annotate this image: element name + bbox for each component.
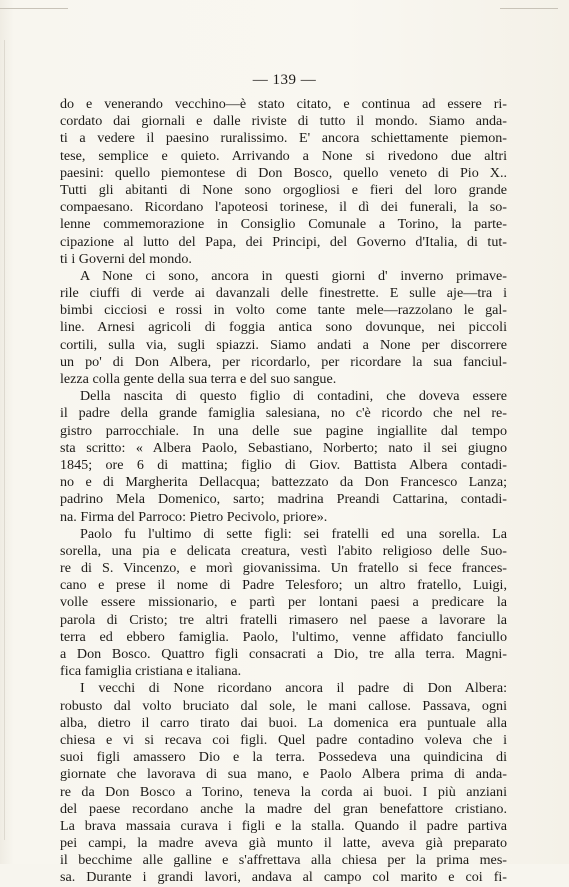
- text-line: I vecchi di None ricordano ancora il padre di Don Albera:: [80, 680, 507, 697]
- text-line: lezza colla gente della sua terra e del suo sangue.: [60, 371, 337, 387]
- text-line: no e di Margherita Dellacqua; battezzato da Don Francesco Lanza;: [60, 474, 507, 491]
- text-line: cordato dai giornali e dalle riviste di tutto il mondo. Siamo anda-: [60, 113, 507, 130]
- text-line: sta scritto: « Albera Paolo, Sebastiano, Norberto; nato il sei giugno: [60, 439, 507, 456]
- text-line: rile ciuffi di verde ai davanzali delle finestrette. E sulle aje—tra i: [60, 285, 507, 302]
- text-line: Paolo fu l'ultimo di sette figli: sei fratelli ed una sorella. La: [80, 525, 507, 542]
- page-number: — 139 —: [252, 72, 317, 88]
- text-line: il padre della grande famiglia salesiana, no c'è ricordo che nel re-: [60, 405, 507, 422]
- text-line: gistro parrocchiale. In una delle sue pagine ingiallite dal tempo: [60, 422, 507, 439]
- text-line: re da Don Bosco a Torino, teneva la corda ai buoi. I più anziani: [60, 783, 507, 800]
- text-line: line. Arnesi agricoli di foggia antica sono dovunque, nei piccoli: [60, 319, 507, 336]
- text-line: cipazione al lutto del Papa, dei Principi, del Governo d'Italia, di tut-: [60, 233, 507, 250]
- body-text: [60, 96, 507, 887]
- text-line: tese, semplice e quieto. Arrivando a None si rivedono due altri: [60, 147, 507, 164]
- text-line: volle essere missionario, e partì per lontani paesi a predicare la: [60, 594, 507, 611]
- scan-line-top-right: [500, 8, 558, 9]
- text-line: lenne commemorazione in Consiglio Comunale a Torino, la parte-: [60, 216, 507, 233]
- text-line: ti a vedere il paesino ruralissimo. E' ancora schiettamente piemon-: [60, 130, 507, 147]
- text-line: Tutti gli abitanti di None sono orgogliosi e fieri del loro grande: [60, 181, 507, 198]
- text-line: ti i Governi del mondo.: [60, 250, 192, 267]
- text-line: A None ci sono, ancora in questi giorni d' inverno primave-: [80, 267, 507, 284]
- text-line: suoi figli amassero Dio e la terra. Possedeva una quindicina di: [60, 749, 507, 766]
- text-line: Della nascita di questo figlio di contadini, che doveva essere: [80, 388, 507, 405]
- text-line: chiesa e vi si recava coi figli. Quel padre contadino voleva che i: [60, 731, 507, 748]
- text-line: na. Firma del Parroco: Pietro Pecivolo, priore».: [60, 508, 328, 525]
- text-line: un po' di Don Albera, per ricordarlo, per ricordare la sua fanciul-: [60, 353, 507, 370]
- text-line: fica famiglia cristiana e italiana.: [60, 663, 242, 680]
- text-line: do e venerando vecchino—è stato citato, e continua ad essere ri-: [60, 96, 507, 112]
- text-line: del paese recordano anche la madre del gran benefattore cristiano.: [60, 800, 507, 817]
- text-line: parola di Cristo; tre altri fratelli rimasero nel paese a lavorare la: [60, 611, 507, 628]
- text-line: robusto dal volto bruciato dal sole, le mani callose. Passava, ogni: [60, 697, 507, 714]
- text-line: padrino Mela Domenico, sarto; madrina Preandi Cattarina, contadi-: [60, 491, 507, 508]
- text-line: terra ed ebbero famiglia. Paolo, l'ultimo, venne affidato fanciullo: [60, 628, 507, 645]
- text-line: 1845; ore 6 di mattina; figlio di Giov. Battista Albera contadi-: [60, 456, 507, 473]
- scan-line-top-left: [0, 8, 68, 9]
- text-line: compaesano. Ricordano l'apoteosi torinese, il dì dei funerali, la so-: [60, 199, 507, 216]
- text-line: a Don Bosco. Quattro figli consacrati a Dio, tre alla terra. Magni-: [60, 646, 507, 662]
- text-line: alba, dietro il carro tirato dai buoi. La domenica era puntuale alla: [60, 714, 507, 731]
- text-line: pei campi, la madre aveva già munto il latte, aveva già preparato: [60, 835, 507, 852]
- scan-line-left-edge: [4, 40, 5, 840]
- text-line: bimbi cicciosi e rossi in volto come tante mele—razzolano le gal-: [60, 302, 507, 319]
- text-line: sa. Durante i grandi lavori, andava al campo col marito e coi fi-: [60, 869, 507, 886]
- text-line: sorella, una pia e delicata creatura, vestì l'abito religioso delle Suo-: [60, 542, 507, 559]
- text-line: cano e prese il nome di Padre Telesforo; un altro fratello, Luigi,: [60, 577, 507, 594]
- text-line: paesini: quello piemontese di Don Bosco, quello veneto di Pio X..: [60, 164, 507, 181]
- text-line: La brava massaia curava i figli e la stalla. Quando il padre partiva: [60, 817, 507, 834]
- text-line: cortili, sulla via, sugli spiazzi. Siamo andati a None per discorrere: [60, 336, 507, 353]
- text-line: il becchime alle galline e s'affrettava alla chiesa per la prima mes-: [60, 852, 507, 869]
- text-line: giornate che lavorava di sua mano, e Paolo Albera prima di anda-: [60, 766, 507, 783]
- text-line: re di S. Vincenzo, e morì giovanissima. Un fratello si fece frances-: [60, 560, 507, 577]
